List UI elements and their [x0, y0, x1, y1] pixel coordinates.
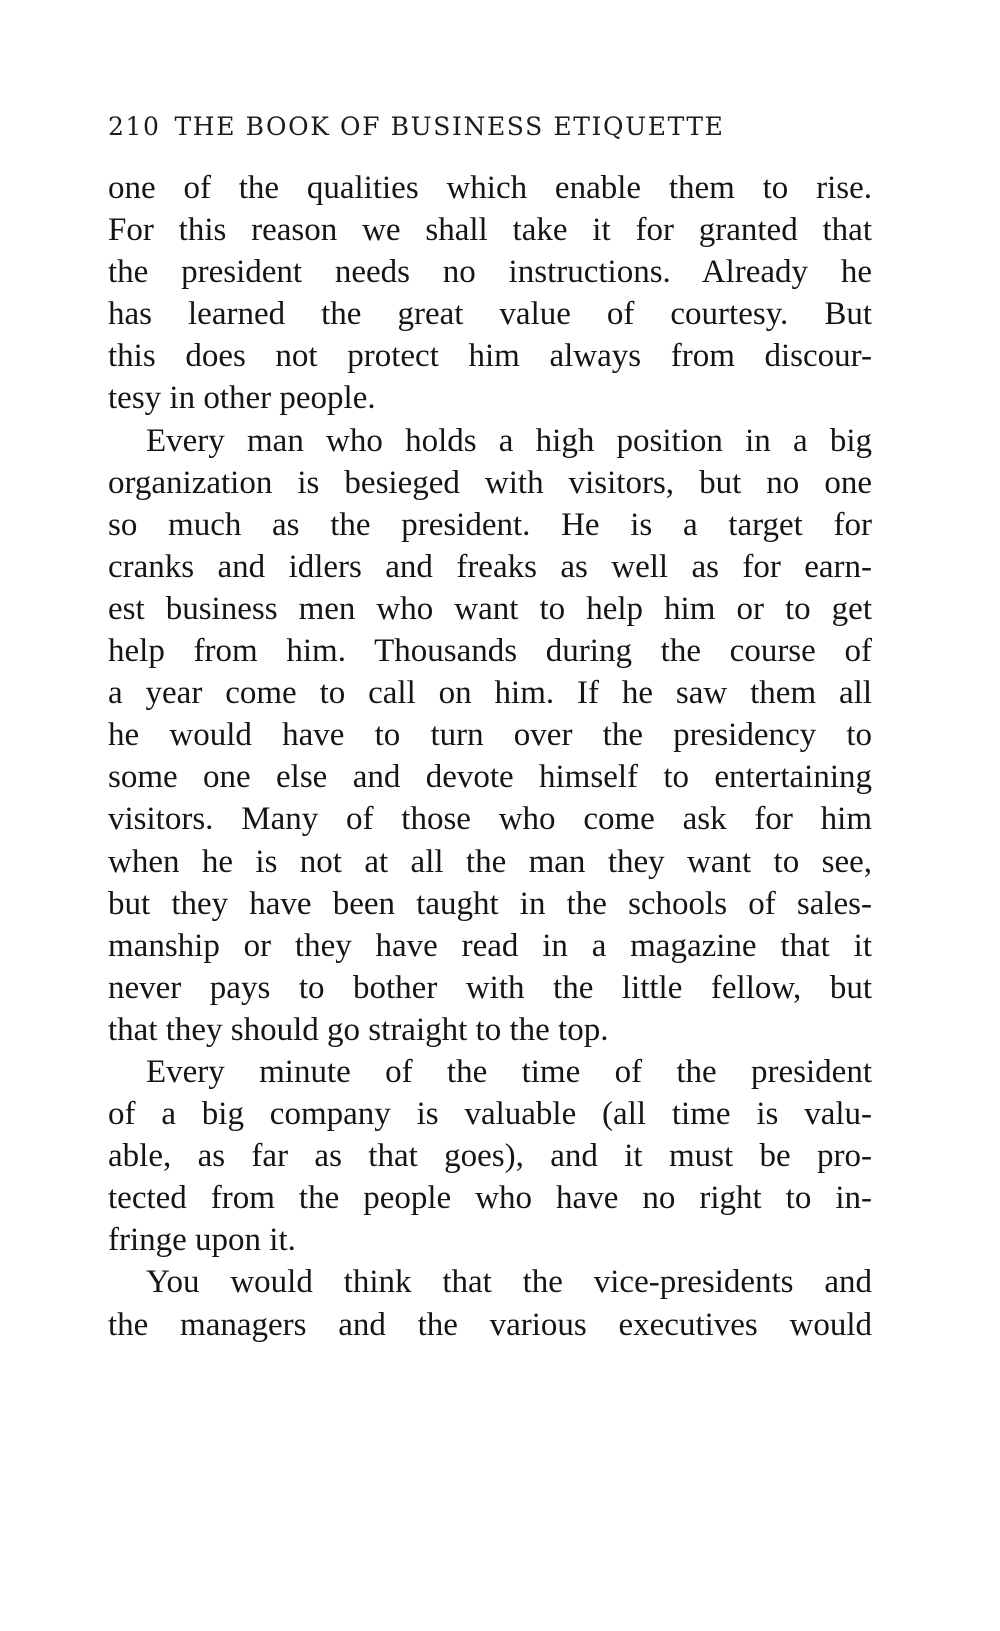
- paragraph: [108, 420, 872, 1051]
- text-line: organization is besieged with visitors, but no one: [108, 464, 872, 501]
- text-line: the president needs no instructions. Already he: [108, 254, 872, 291]
- text-line: tesy in other people.: [108, 380, 376, 417]
- text-line: manship or they have read in a magazine that it: [108, 927, 872, 964]
- text-line: he would have to turn over the presidency to: [108, 717, 872, 754]
- text-line: visitors. Many of those who come ask for him: [108, 801, 872, 838]
- text-line: You would think that the vice-presidents and: [146, 1264, 872, 1301]
- text-line: has learned the great value of courtesy. But: [108, 296, 872, 333]
- text-line: est business men who want to help him or to get: [108, 590, 872, 627]
- text-line: but they have been taught in the schools of sales-: [108, 885, 872, 922]
- text-line: a year come to call on him. If he saw them all: [108, 675, 872, 712]
- paragraph: [108, 1261, 872, 1345]
- text-line: of a big company is valuable (all time is valu-: [108, 1096, 872, 1133]
- text-line: tected from the people who have no right to in-: [108, 1180, 872, 1217]
- text-line: fringe upon it.: [108, 1222, 296, 1259]
- body-text: [108, 167, 872, 1346]
- text-line: this does not protect him always from discour-: [108, 338, 872, 375]
- text-line: that they should go straight to the top.: [108, 1011, 609, 1048]
- text-line: never pays to bother with the little fellow, but: [108, 969, 872, 1006]
- text-line: able, as far as that goes), and it must be pro-: [108, 1138, 872, 1175]
- text-line: so much as the president. He is a target for: [108, 506, 872, 543]
- text-line: one of the qualities which enable them to rise.: [108, 170, 872, 206]
- text-line: the managers and the various executives would: [108, 1306, 872, 1343]
- paragraph: [108, 167, 872, 420]
- text-line: Every minute of the time of the president: [146, 1053, 872, 1090]
- running-head: [108, 112, 878, 152]
- page-number: 210: [108, 112, 161, 141]
- text-line: when he is not at all the man they want to see,: [108, 843, 872, 880]
- paragraph: [108, 1051, 872, 1261]
- text-line: cranks and idlers and freaks as well as for earn-: [108, 548, 872, 585]
- text-line: Every man who holds a high position in a big: [146, 422, 872, 459]
- text-line: help from him. Thousands during the course of: [108, 633, 872, 670]
- text-line: For this reason we shall take it for granted that: [108, 212, 872, 249]
- running-title: THE BOOK OF BUSINESS ETIQUETTE: [174, 112, 725, 141]
- text-line: some one else and devote himself to entertaining: [108, 759, 872, 796]
